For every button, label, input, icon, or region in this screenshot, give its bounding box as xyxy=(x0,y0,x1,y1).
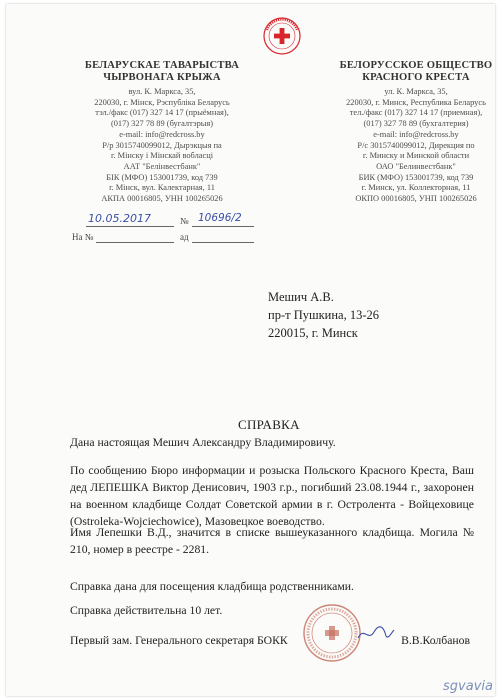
recipient-name: Мешич А.В. xyxy=(268,290,334,304)
from-underline xyxy=(192,242,254,243)
header-left-line: e-mail: info@redcross.by xyxy=(119,129,205,139)
paragraph-intro xyxy=(70,434,474,451)
header-right-line: Р/с 3015740099012, Дирекция по xyxy=(357,140,475,150)
header-left-line: г. Мінск, вул. Калектарная, 11 xyxy=(109,183,215,193)
header-left-line: БІК (МФО) 153001739, код 739 xyxy=(106,172,218,182)
red-cross-logo xyxy=(262,16,302,56)
number-underline xyxy=(192,226,254,227)
on-number-label: На № xyxy=(72,232,94,242)
org-name-russian-line1: БЕЛОРУССКОЕ ОБЩЕСТВО xyxy=(339,60,493,71)
recipient-street: пр-т Пушкина, 13-26 xyxy=(268,308,380,322)
recipient-city: 220015, г. Минск xyxy=(268,326,358,340)
header-left-line: вул. К. Маркса, 35, xyxy=(128,87,196,96)
signer-name: В.В.Колбанов xyxy=(401,634,470,647)
header-left-line: АКПА 00016805, УНН 100265026 xyxy=(101,194,223,204)
org-name-belarusian-line1: БЕЛАРУСКАЕ ТАВАРЫСТВА xyxy=(84,60,240,71)
intro-text: Дана настоящая Мешич Александру Владимировичу. xyxy=(70,436,336,449)
header-right-line: тел./факс (017) 327 14 17 (приемная), xyxy=(349,108,483,118)
header-right-line: ул. К. Маркса, 35, xyxy=(384,87,448,96)
header-left-line: ААТ "Белінвестбанк" xyxy=(123,161,201,171)
validity-text: Справка действительна 10 лет. xyxy=(70,604,223,617)
handwritten-number: 10696/2 xyxy=(198,212,242,224)
header-left xyxy=(72,60,252,205)
watermark-text: sgvavia xyxy=(443,679,493,694)
header-right-line: e-mail: info@redcross.by xyxy=(373,129,459,139)
header-left-line: тэл./факс (017) 327 14 17 (прыёмная), xyxy=(95,108,229,118)
date-underline xyxy=(86,226,174,227)
header-right-line: г. Минску и Минской области xyxy=(362,151,470,161)
header-left-line: г. Мінску і Мінскай вобласці xyxy=(110,151,214,161)
org-name-russian-line2: КРАСНОГО КРЕСТА xyxy=(362,72,470,83)
org-name-belarusian-line2: ЧЫРВОНАГА КРЫЖА xyxy=(103,72,221,83)
handwritten-date: 10.05.2017 xyxy=(88,212,151,225)
header-right-line: ОКПО 00016805, УНП 100265026 xyxy=(355,194,477,204)
grave-text: Имя Лепешки В.Д., значится в списке вышеуказанного кладбища. Могила № 210, номер в реестре - 2281. xyxy=(70,526,474,556)
search-result-text: По сообщению Бюро информации и розыска Польского Красного Креста, Ваш дед ЛЕПЕШКА Виктор Денисович, 1903 г.р., погибший 23.08.1944 г., захоронен на военном кладбище Солдат Советской армии в г. Остролента - Войцеховице (Ostroleka-Wojciechowice), Мазовецкое воеводство. xyxy=(70,464,474,528)
number-label: № xyxy=(180,216,189,226)
paragraph-search-result xyxy=(70,462,474,530)
letter-page xyxy=(6,4,495,696)
header-right-line: (017) 327 78 89 (бухгалтерия) xyxy=(363,119,469,129)
signer-title: Первый зам. Генерального секретаря БОКК xyxy=(70,634,288,647)
header-right-line: 220030, г. Минск, Республика Беларусь xyxy=(346,97,486,107)
paragraph-grave xyxy=(70,524,474,558)
paragraph-validity xyxy=(70,602,474,619)
document-title: СПРАВКА xyxy=(238,417,300,432)
header-right-line: г. Минск, ул. Коллекторная, 11 xyxy=(361,183,471,193)
header-left-line: 220030, г. Мінск, Рэспубліка Беларусь xyxy=(94,97,230,107)
header-left-line: Р/р 3015740099012, Дырэкцыя па xyxy=(102,140,222,150)
header-left-line: (017) 327 78 89 (бугалтэрыя) xyxy=(110,119,214,129)
header-right-line: БИК (МФО) 153001739, код 739 xyxy=(358,172,474,182)
from-label: ад xyxy=(180,232,189,242)
header-right-line: ОАО "Белинвестбанк" xyxy=(376,161,456,171)
paragraph-purpose xyxy=(70,578,474,595)
recipient-address xyxy=(268,288,379,342)
on-number-underline xyxy=(96,242,174,243)
purpose-text: Справка дана для посещения кладбища родственниками. xyxy=(70,580,354,593)
signature-block xyxy=(70,632,480,649)
handwritten-signature xyxy=(356,624,396,644)
header-right xyxy=(326,60,501,205)
